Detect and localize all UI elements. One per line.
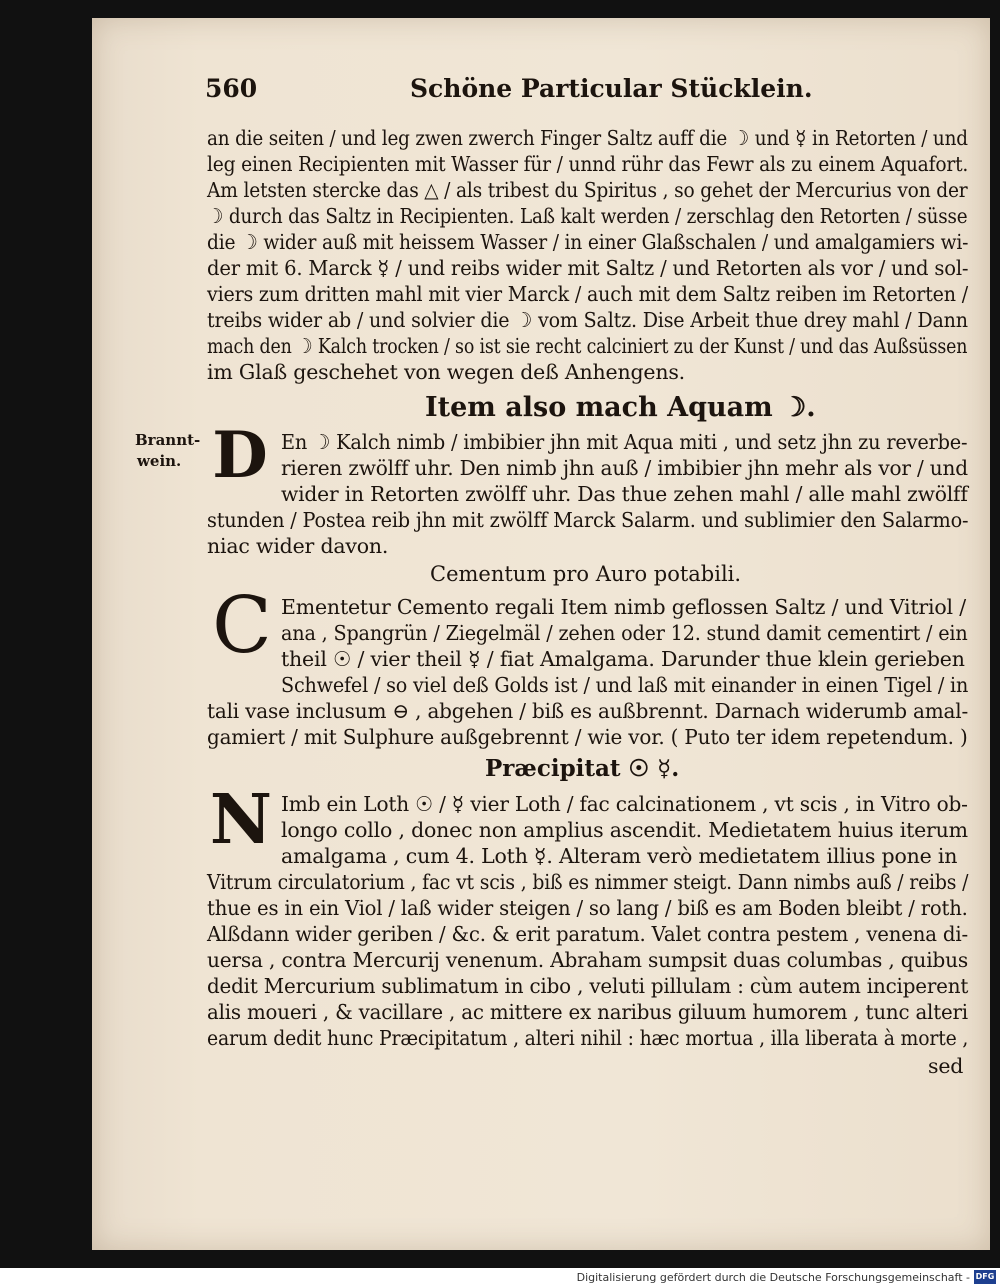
footer-credit: Digitalisierung gefördert durch die Deutsche Forschungsgemeinschaft - — [576, 1271, 970, 1284]
catchword: sed — [928, 1054, 964, 1078]
text-line: Am letsten stercke das △ / als tribest du Spiritus , so gehet der Mercurius von der — [207, 178, 968, 202]
text-line: niac wider davon. — [207, 534, 389, 558]
text-line: ☽ durch das Saltz in Recipienten. Laß kalt werden / zerschlag den Retorten / süsse — [207, 204, 968, 228]
text-line: ana , Spangrün / Ziegelmäl / zehen oder 12. stund damit cementirt / ein — [281, 621, 968, 645]
footer-bar — [0, 1268, 1000, 1287]
page-number: 560 — [205, 74, 258, 103]
text-line: treibs wider ab / und solvier die ☽ vom Saltz. Dise Arbeit thue drey mahl / Dann — [207, 308, 968, 332]
text-line: viers zum dritten mahl mit vier Marck / auch mit dem Saltz reiben im Retorten / — [207, 282, 968, 306]
text-line: Schwefel / so viel deß Golds ist / und laß mit einander in einen Tigel / in — [281, 673, 969, 697]
drop-cap: N — [209, 780, 273, 860]
text-line: Alßdann wider geriben / &c. & erit paratum. Valet contra pestem , venena di- — [207, 922, 968, 946]
text-line: tali vase inclusum ⊖ , abgehen / biß es außbrennt. Darnach widerumb amal- — [207, 699, 969, 723]
text-line: dedit Mercurium sublimatum in cibo , veluti pillulam : cùm autem inciperent — [207, 974, 969, 998]
text-line: longo collo , donec non amplius ascendit. Medietatem huius iterum — [281, 818, 968, 842]
text-line: En ☽ Kalch nimb / imbibier jhn mit Aqua miti , und setz jhn zu reverbe- — [281, 430, 968, 454]
text-line: die ☽ wider auß mit heissem Wasser / in einer Glaßschalen / und amalgamiers wi- — [207, 230, 969, 254]
text-line: Imb ein Loth ☉ / ☿ vier Loth / fac calcinationem , vt scis , in Vitro ob- — [281, 792, 968, 816]
text-line: amalgama , cum 4. Loth ☿. Alteram verò medietatem illius pone in — [281, 844, 958, 868]
drop-cap: D — [212, 418, 268, 493]
drop-cap: C — [212, 581, 272, 671]
text-line: mach den ☽ Kalch trocken / so ist sie recht calciniert zu der Kunst / und das Außsüssen — [207, 334, 968, 358]
text-line: leg einen Recipienten mit Wasser für / unnd rühr das Fewr als zu einem Aquafort. — [207, 152, 969, 176]
text-line: Ementetur Cemento regali Item nimb geflossen Saltz / und Vitriol / — [281, 595, 966, 619]
text-line: rieren zwölff uhr. Den nimb jhn auß / imbibier jhn mehr als vor / und — [281, 456, 968, 480]
text-line: alis moueri , & vacillare , ac mittere ex naribus giluum humorem , tunc alteri — [207, 1000, 968, 1024]
running-title: Schöne Particular Stücklein. — [410, 74, 813, 103]
text-line: der mit 6. Marck ☿ / und reibs wider mit Saltz / und Retorten als vor / und sol- — [207, 256, 969, 280]
text-line: uersa , contra Mercurij venenum. Abraham sumpsit duas columbas , quibus — [207, 948, 969, 972]
text-line: an die seiten / und leg zwen zwerch Finger Saltz auff die ☽ und ☿ in Retorten / und — [207, 126, 968, 150]
text-line: Vitrum circulatorium , fac vt scis , biß es nimmer steigt. Dann nimbs auß / reibs / — [207, 870, 969, 894]
section-heading: Cementum pro Auro potabili. — [430, 562, 742, 586]
text-line: earum dedit hunc Præcipitatum , alteri nihil : hæc mortua , illa liberata à morte , — [207, 1026, 969, 1050]
text-line: theil ☉ / vier theil ☿ / fiat Amalgama. Darunder thue klein gerieben — [281, 647, 965, 671]
section-heading: Item also mach Aquam ☽. — [425, 392, 816, 423]
margin-note-line: wein. — [137, 452, 182, 470]
dfg-logo: DFG — [974, 1270, 996, 1284]
margin-note-line: Brannt- — [135, 431, 201, 449]
text-line: wider in Retorten zwölff uhr. Das thue zehen mahl / alle mahl zwölff — [281, 482, 968, 506]
text-line: im Glaß geschehet von wegen deß Anhengens. — [207, 360, 685, 384]
section-heading: Præcipitat ☉ ☿. — [485, 755, 680, 782]
text-line: gamiert / mit Sulphure außgebrennt / wie vor. ( Puto ter idem repetendum. ) — [207, 725, 968, 749]
text-line: thue es in ein Viol / laß wider steigen / so lang / biß es am Boden bleibt / roth. — [207, 896, 968, 920]
text-line: stunden / Postea reib jhn mit zwölff Marck Salarm. und sublimier den Salarmo- — [207, 508, 969, 532]
